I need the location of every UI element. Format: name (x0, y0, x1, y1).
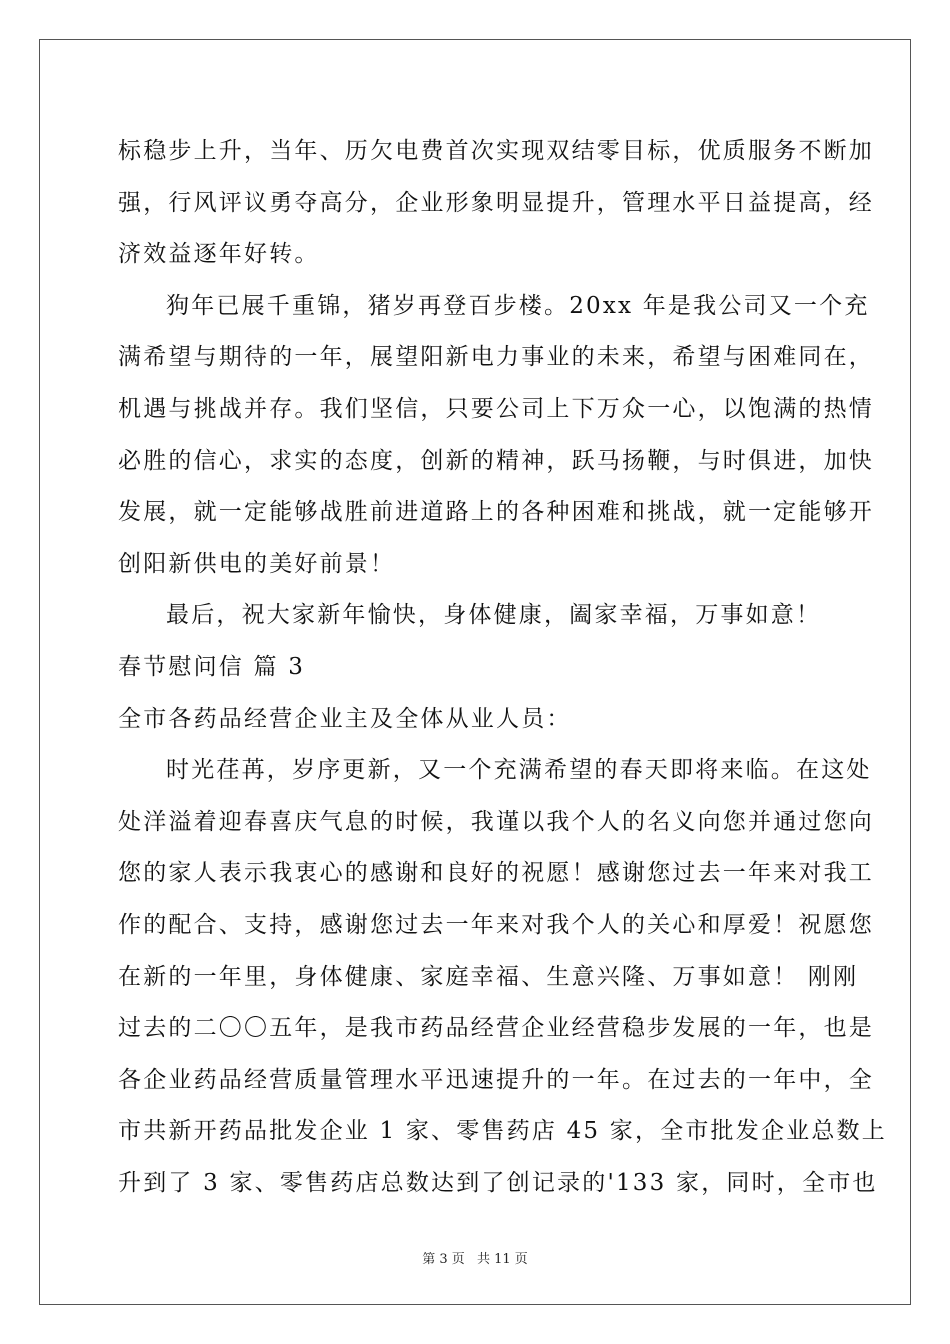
text-line: 创阳新供电的美好前景！ (118, 550, 396, 577)
text-line: 满希望与期待的一年，展望阳新电力事业的未来，希望与困难同在， (118, 344, 874, 371)
text-line: 过去的二〇〇五年，是我市药品经营企业经营稳步发展的一年，也是 (118, 1015, 874, 1042)
text-line: 机遇与挑战并存。我们坚信，只要公司上下万众一心，以饱满的热情 (118, 395, 874, 422)
text-line: 最后，祝大家新年愉快，身体健康，阖家幸福，万事如意！ (166, 602, 822, 629)
text-line: 您的家人表示我衷心的感谢和良好的祝愿！感谢您过去一年来对我工 (118, 860, 874, 887)
page-footer (0, 1248, 950, 1267)
text-line: 必胜的信心，求实的态度，创新的精神，跃马扬鞭，与时俱进，加快 (118, 447, 874, 474)
document-body (118, 126, 887, 1209)
page-total: 共 11 页 (476, 1252, 528, 1267)
text-line: 狗年已展千重锦，猪岁再登百步楼。20xx 年是我公司又一个充 (166, 292, 870, 319)
text-line: 各企业药品经营质量管理水平迅速提升的一年。在过去的一年中，全 (118, 1066, 874, 1093)
salutation: 全市各药品经营企业主及全体从业人员： (118, 705, 572, 732)
page-number: 第 3 页 (422, 1252, 465, 1267)
text-line: 济效益逐年好转。 (118, 241, 320, 268)
text-line: 升到了 3 家、零售药店总数达到了创记录的'133 家，同时，全市也 (118, 1169, 878, 1196)
section-heading: 春节慰问信 篇 3 (118, 653, 306, 680)
text-line: 在新的一年里，身体健康、家庭幸福、生意兴隆、万事如意！ 刚刚 (118, 963, 859, 990)
text-line: 强，行风评议勇夺高分，企业形象明显提升，管理水平日益提高，经 (118, 189, 874, 216)
text-line: 标稳步上升，当年、历欠电费首次实现双结零目标，优质服务不断加 (118, 138, 874, 164)
text-line: 作的配合、支持，感谢您过去一年来对我个人的关心和厚爱！祝愿您 (118, 911, 874, 938)
text-line: 市共新开药品批发企业 1 家、零售药店 45 家，全市批发企业总数上 (118, 1118, 887, 1145)
text-line: 时光荏苒，岁序更新，又一个充满希望的春天即将来临。在这处 (166, 757, 872, 784)
text-line: 发展，就一定能够战胜前进道路上的各种困难和挑战，就一定能够开 (118, 499, 874, 526)
text-line: 处洋溢着迎春喜庆气息的时候，我谨以我个人的名义向您并通过您向 (118, 808, 874, 835)
